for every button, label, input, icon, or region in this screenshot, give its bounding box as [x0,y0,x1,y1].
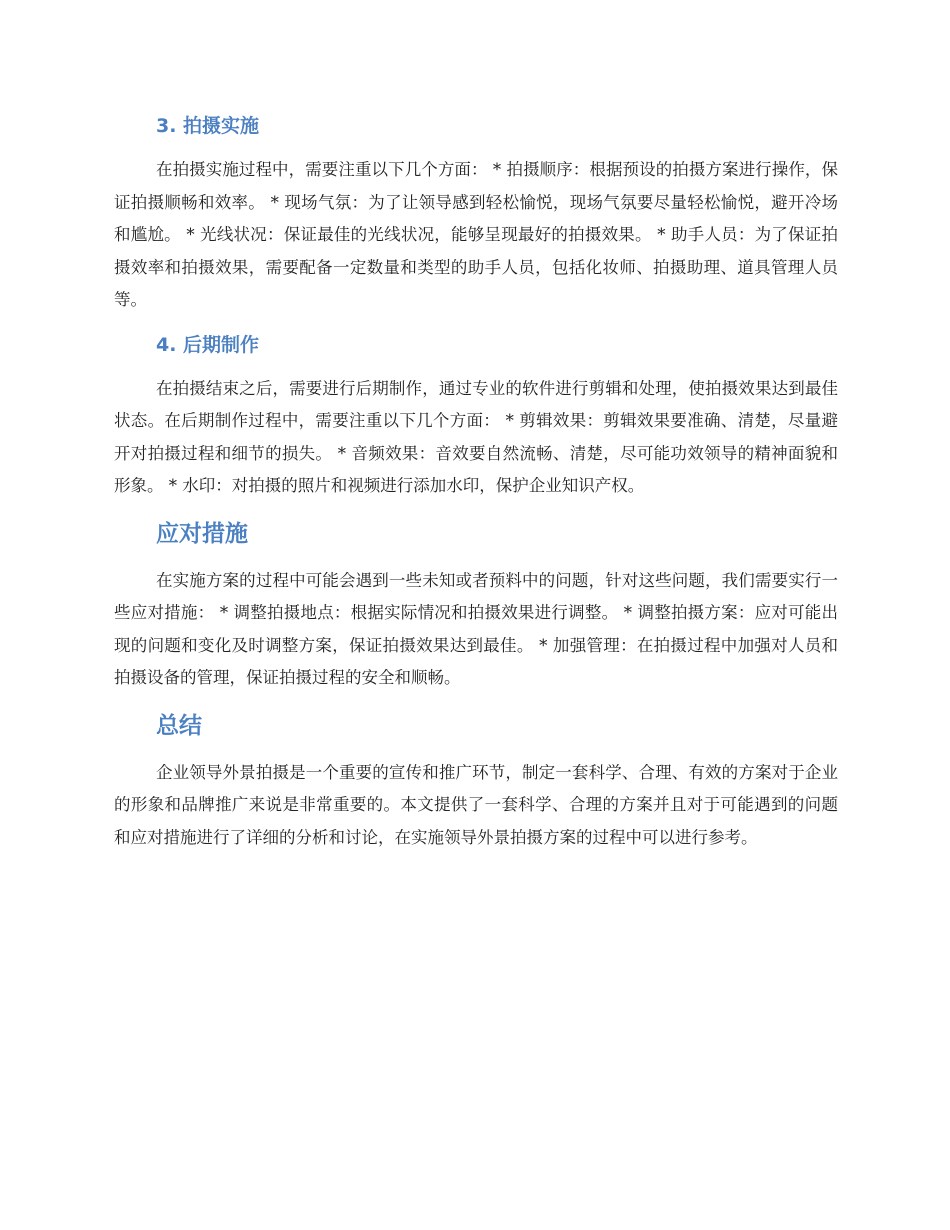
section-heading-countermeasures: 应对措施 [156,520,248,547]
document-page [114,104,838,860]
section-heading-post-production: 4. 后期制作 [156,333,260,356]
section-summary [114,701,838,855]
section-shooting-implementation [114,104,838,317]
section-post-production [114,323,838,503]
section-paragraph-summary: 企业领导外景拍摄是一个重要的宣传和推广环节，制定一套科学、合理、有效的方案对于企业的形象和品牌推广来说是非常重要的。本文提供了一套科学、合理的方案并且对于可能遇到的问题和应对措施进行了详细的分析和讨论，在实施领导外景拍摄方案的过程中可以进行参考。 [114,762,838,847]
section-heading-shooting-implementation: 3. 拍摄实施 [156,115,260,137]
section-paragraph-shooting-implementation: 在拍摄实施过程中，需要注重以下几个方面： * 拍摄顺序：根据预设的拍摄方案进行操作，保证拍摄顺畅和效率。 * 现场气氛：为了让领导感到轻松愉悦，现场气氛要尽量轻松愉悦，避开冷场和尴尬。 * 光线状况：保证最佳的光线状况，能够呈现最好的拍摄效果。 * 助手人员：为了保证拍摄效率和拍摄效果，需要配备一定数量和类型的助手人员，包括化妆师、拍摄助理、道具管理人员等。 [114,160,838,309]
section-paragraph-post-production: 在拍摄结束之后，需要进行后期制作，通过专业的软件进行剪辑和处理，使拍摄效果达到最佳状态。在后期制作过程中，需要注重以下几个方面： * 剪辑效果：剪辑效果要准确、清楚，尽量避开对拍摄过程和细节的损失。 * 音频效果：音效要自然流畅、清楚，尽可能功效领导的精神面貌和形象。 * 水印：对拍摄的照片和视频进行添加水印，保护企业知识产权。 [114,378,838,495]
section-countermeasures [114,509,838,695]
section-heading-summary: 总结 [156,712,202,739]
section-paragraph-countermeasures: 在实施方案的过程中可能会遇到一些未知或者预料中的问题，针对这些问题，我们需要实行一些应对措施： * 调整拍摄地点：根据实际情况和拍摄效果进行调整。 * 调整拍摄方案：应对可能出现的问题和变化及时调整方案，保证拍摄效果达到最佳。 * 加强管理：在拍摄过程中加强对人员和拍摄设备的管理，保证拍摄过程的安全和顺畅。 [114,570,838,687]
